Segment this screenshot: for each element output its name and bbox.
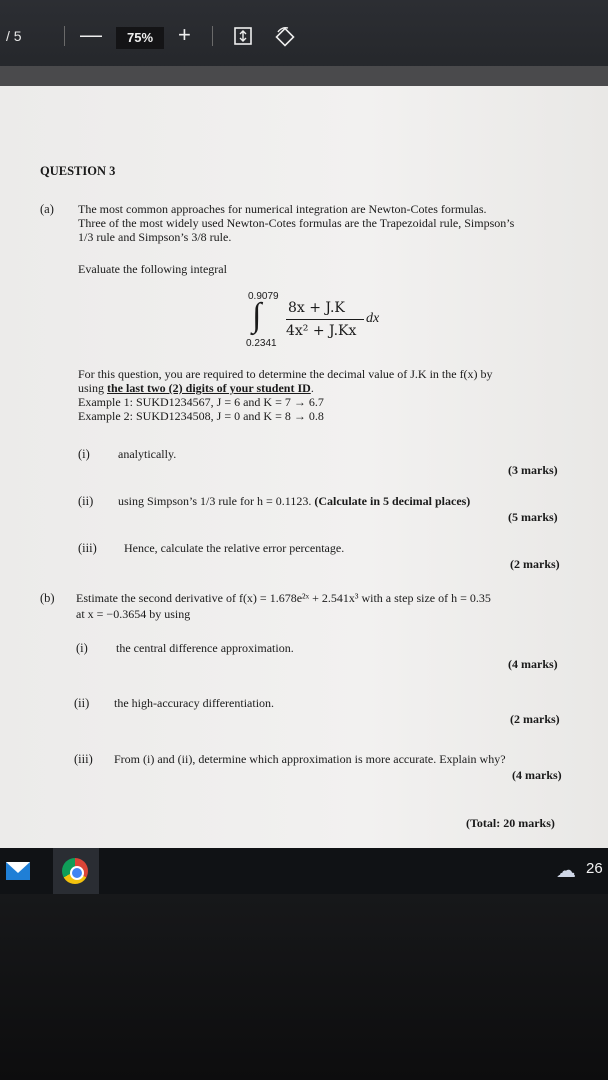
zoom-out-button[interactable]: — (80, 22, 102, 47)
note-line2 (78, 381, 314, 395)
note-line1: For this question, you are required to determine the decimal value of J.K in the f(x) by (78, 367, 493, 381)
integrand-denominator: 4x² + J.Kx (286, 323, 357, 339)
part-a-intro-line1: The most common approaches for numerical integration are Newton-Cotes formulas. (78, 202, 487, 216)
mail-icon-flap (6, 862, 30, 873)
integral-lower-limit: 0.2341 (246, 338, 277, 349)
part-a-iii-marks: (2 marks) (510, 557, 560, 571)
part-a-ii-main: using Simpson’s 1/3 rule for h = 0.1123. (118, 494, 315, 508)
part-b-line2: at x = −0.3654 by using (76, 607, 191, 621)
pdf-page (0, 86, 608, 848)
student-id-emphasis: the last two (2) digits of your student ID (107, 381, 311, 395)
part-b-i-text: the central difference approximation. (116, 641, 294, 655)
zoom-level-field[interactable]: 75% (116, 27, 164, 49)
zoom-in-button[interactable]: + (178, 22, 191, 47)
evaluate-instruction: Evaluate the following integral (78, 262, 227, 276)
part-b-label: (b) (40, 591, 55, 605)
part-a-ii-label: (ii) (78, 494, 94, 508)
part-a-ii-bold: (Calculate in 5 decimal places) (314, 494, 471, 508)
integral-upper-limit: 0.9079 (248, 291, 279, 302)
total-marks: (Total: 20 marks) (466, 816, 555, 830)
example-1: Example 1: SUKD1234567, J = 6 and K = 7 → 6.7 (78, 395, 324, 409)
integrand-numerator: 8x + J.K (288, 300, 345, 316)
part-b-i-marks: (4 marks) (508, 657, 558, 671)
page-indicator[interactable]: / 5 (6, 28, 22, 44)
fit-page-icon[interactable] (234, 27, 252, 45)
part-b-iii-text: From (i) and (ii), determine which approximation is more accurate. Explain why? (114, 752, 506, 766)
part-a-i-label: (i) (78, 447, 90, 461)
part-b-ii-text: the high-accuracy differentiation. (114, 696, 275, 710)
toolbar-divider (64, 26, 65, 46)
part-b-iii-label: (iii) (74, 752, 93, 766)
pdf-toolbar (0, 0, 608, 70)
part-a-i-marks: (3 marks) (508, 463, 558, 477)
part-b-line1: Estimate the second derivative of f(x) = 1.678e²ˣ + 2.541x³ with a step size of h = 0.35 (76, 591, 491, 605)
part-a-i-text: analytically. (118, 447, 177, 461)
fraction-bar (286, 319, 364, 320)
part-b-ii-marks: (2 marks) (510, 712, 560, 726)
note-line2-post: . (310, 381, 314, 395)
part-b-iii-marks: (4 marks) (512, 768, 562, 782)
chrome-icon-center (70, 866, 84, 880)
rotate-icon[interactable] (274, 26, 296, 48)
temperature-readout[interactable]: 26 (586, 860, 603, 877)
part-b-i-label: (i) (76, 641, 88, 655)
part-a-ii-text (118, 494, 470, 508)
question-title: QUESTION 3 (40, 164, 116, 178)
toolbar-divider (212, 26, 213, 46)
integral-dx: dx (366, 311, 380, 326)
integral-sign: ∫ (252, 297, 262, 334)
part-a-intro-line2: Three of the most widely used Newton-Cotes formulas are the Trapezoidal rule, Simpson’s (78, 216, 515, 230)
part-a-iii-label: (iii) (78, 541, 97, 555)
weather-icon[interactable]: ☁ (556, 860, 576, 882)
screen-bottom-dark (0, 894, 608, 1080)
example-2: Example 2: SUKD1234508, J = 0 and K = 8 → 0.8 (78, 409, 324, 423)
part-b-ii-label: (ii) (74, 696, 90, 710)
note-line2-pre: using (78, 381, 108, 395)
part-a-label: (a) (40, 202, 54, 216)
part-a-ii-marks: (5 marks) (508, 510, 558, 524)
part-a-iii-text: Hence, calculate the relative error percentage. (124, 541, 345, 555)
monitor-bezel (0, 66, 608, 88)
part-a-intro-line3: 1/3 rule and Simpson’s 3/8 rule. (78, 230, 232, 244)
